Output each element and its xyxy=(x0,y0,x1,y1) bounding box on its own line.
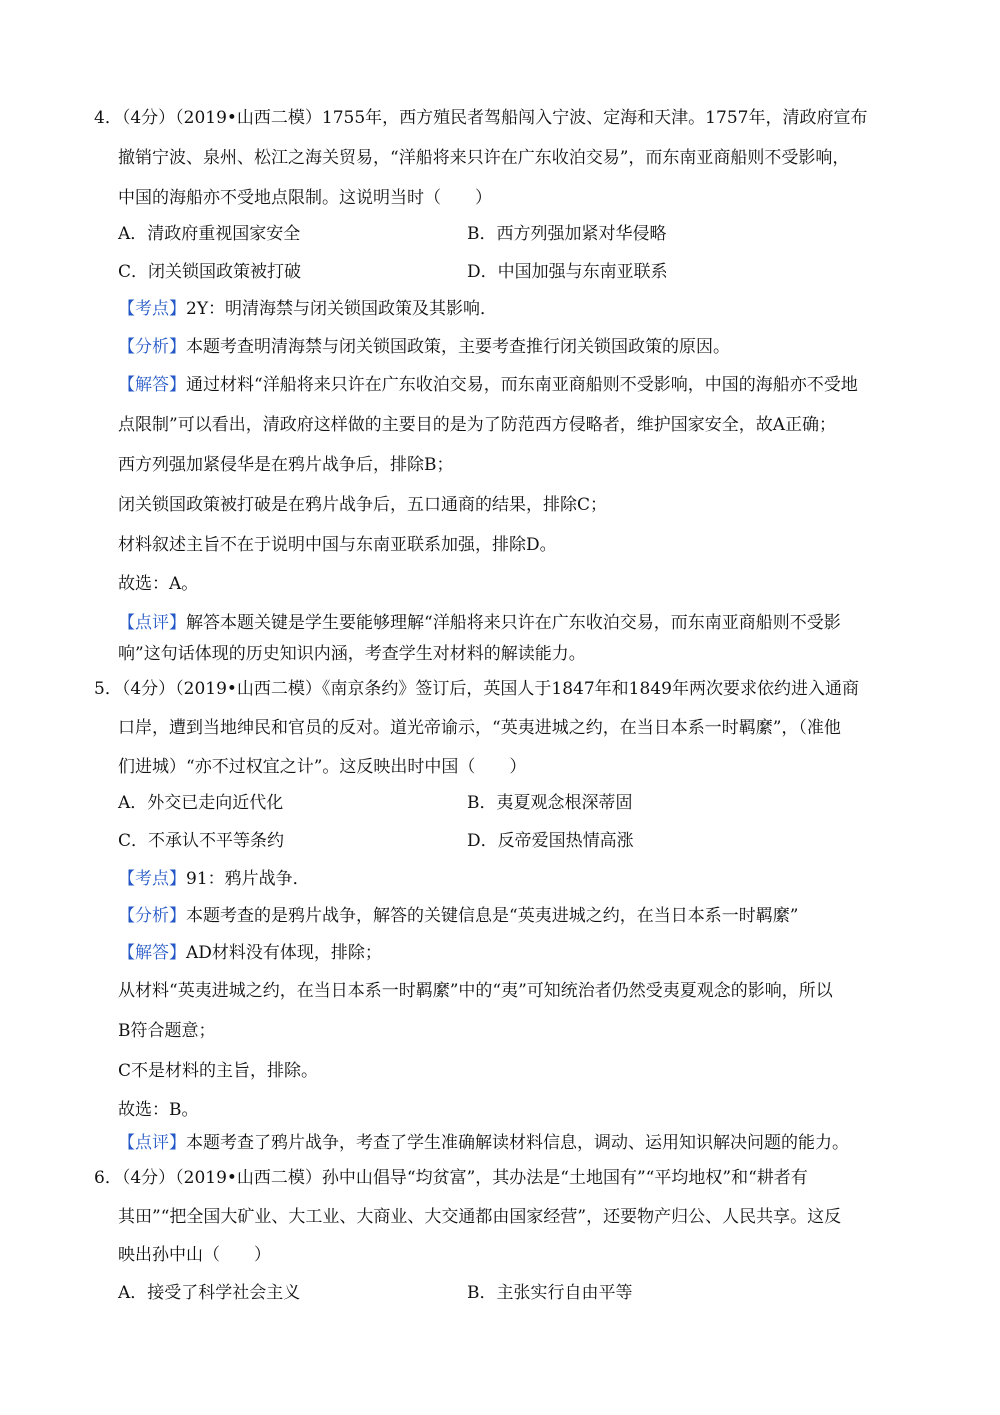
q5-dianping xyxy=(118,1131,849,1155)
q4-option-c: C．闭关锁国政策被打破 xyxy=(118,262,302,282)
q6-stem-line-2: 其田”“把全国大矿业、大工业、大商业、大交通都由国家经营”，还要物产归公、人民共享。这反 xyxy=(118,1207,842,1227)
q5-stem-line-3: 们进城）“亦不过权宜之计”。这反映出时中国（ ） xyxy=(118,757,527,777)
q5-jieda-line-3: B符合题意； xyxy=(118,1021,216,1041)
q5-stem-line-1: 5．（4分）（2019•山西二模）《南京条约》签订后，英国人于1847年和1849年两次要求依约进入通商 xyxy=(94,679,859,699)
q4-jieda-line-2: 点限制”可以看出，清政府这样做的主要目的是为了防范西方侵略者，维护国家安全，故A正确； xyxy=(118,415,836,435)
kaodian-label: 【考点】 xyxy=(118,299,186,319)
q4-option-b: B．西方列强加紧对华侵略 xyxy=(467,224,667,244)
kaodian-label: 【考点】 xyxy=(118,869,186,889)
q5-jieda-line-2: 从材料“英夷进城之约，在当日本系一时羁縻”中的“夷”可知统治者仍然受夷夏观念的影响，所以 xyxy=(118,981,833,1001)
fenxi-text: 本题考查明清海禁与闭关锁国政策，主要考查推行闭关锁国政策的原因。 xyxy=(186,337,730,357)
fenxi-text: 本题考查的是鸦片战争，解答的关键信息是“英夷进城之约，在当日本系一时羁縻” xyxy=(186,906,799,926)
q5-option-d: D．反帝爱国热情高涨 xyxy=(467,831,634,851)
q4-jieda xyxy=(118,373,858,397)
q5-kaodian xyxy=(118,867,310,891)
q4-dianping-line-2: 响”这句话体现的历史知识内涵，考查学生对材料的解读能力。 xyxy=(118,644,586,664)
kaodian-text: 91：鸦片战争． xyxy=(186,869,310,889)
q4-dianping xyxy=(118,611,841,635)
q5-jieda xyxy=(118,941,382,965)
jieda-label: 【解答】 xyxy=(118,943,186,963)
jieda-text: AD材料没有体现，排除； xyxy=(186,943,382,963)
jieda-label: 【解答】 xyxy=(118,375,186,395)
q5-option-c: C．不承认不平等条约 xyxy=(118,831,285,851)
q5-jieda-line-4: C不是材料的主旨，排除。 xyxy=(118,1061,319,1081)
q4-jieda-line-6: 故选：A。 xyxy=(118,574,199,594)
q5-option-a: A．外交已走向近代化 xyxy=(118,793,284,813)
q5-fenxi xyxy=(118,904,798,928)
q6-option-a: A．接受了科学社会主义 xyxy=(118,1283,301,1303)
q4-option-d: D．中国加强与东南亚联系 xyxy=(467,262,668,282)
q4-stem-line-3: 中国的海船亦不受地点限制。这说明当时（ ） xyxy=(118,188,492,208)
jieda-text: 通过材料“洋船将来只许在广东收泊交易，而东南亚商船则不受影响，中国的海船亦不受地 xyxy=(186,375,858,395)
q6-stem-line-1: 6．（4分）（2019•山西二模）孙中山倡导“均贫富”，其办法是“土地国有”“平均地权”和“耕者有 xyxy=(94,1168,808,1188)
fenxi-label: 【分析】 xyxy=(118,337,186,357)
q4-kaodian xyxy=(118,297,497,321)
q5-jieda-line-5: 故选：B。 xyxy=(118,1100,199,1120)
q5-option-b: B．夷夏观念根深蒂固 xyxy=(467,793,633,813)
dianping-text: 解答本题关键是学生要能够理解“洋船将来只许在广东收泊交易，而东南亚商船则不受影 xyxy=(186,613,841,633)
dianping-label: 【点评】 xyxy=(118,1133,186,1153)
q6-option-b: B．主张实行自由平等 xyxy=(467,1283,633,1303)
q4-jieda-line-5: 材料叙述主旨不在于说明中国与东南亚联系加强，排除D。 xyxy=(118,535,557,555)
q4-option-a: A．清政府重视国家安全 xyxy=(118,224,301,244)
q4-fenxi xyxy=(118,335,730,359)
q4-stem-line-2: 撤销宁波、泉州、松江之海关贸易，“洋船将来只许在广东收泊交易”，而东南亚商船则不受影响， xyxy=(118,148,850,168)
q5-stem-line-2: 口岸，遭到当地绅民和官员的反对。道光帝谕示，“英夷进城之约，在当日本系一时羁縻”，（准他 xyxy=(118,718,841,738)
fenxi-label: 【分析】 xyxy=(118,906,186,926)
dianping-text: 本题考查了鸦片战争，考查了学生准确解读材料信息，调动、运用知识解决问题的能力。 xyxy=(186,1133,849,1153)
kaodian-text: 2Y：明清海禁与闭关锁国政策及其影响． xyxy=(186,299,498,319)
q4-stem-line-1: 4．（4分）（2019•山西二模）1755年，西方殖民者驾船闯入宁波、定海和天津。1757年，清政府宣布 xyxy=(94,108,868,128)
q6-stem-line-3: 映出孙中山（ ） xyxy=(118,1245,271,1265)
q4-jieda-line-3: 西方列强加紧侵华是在鸦片战争后，排除B； xyxy=(118,455,454,475)
q4-jieda-line-4: 闭关锁国政策被打破是在鸦片战争后，五口通商的结果，排除C； xyxy=(118,495,608,515)
dianping-label: 【点评】 xyxy=(118,613,186,633)
